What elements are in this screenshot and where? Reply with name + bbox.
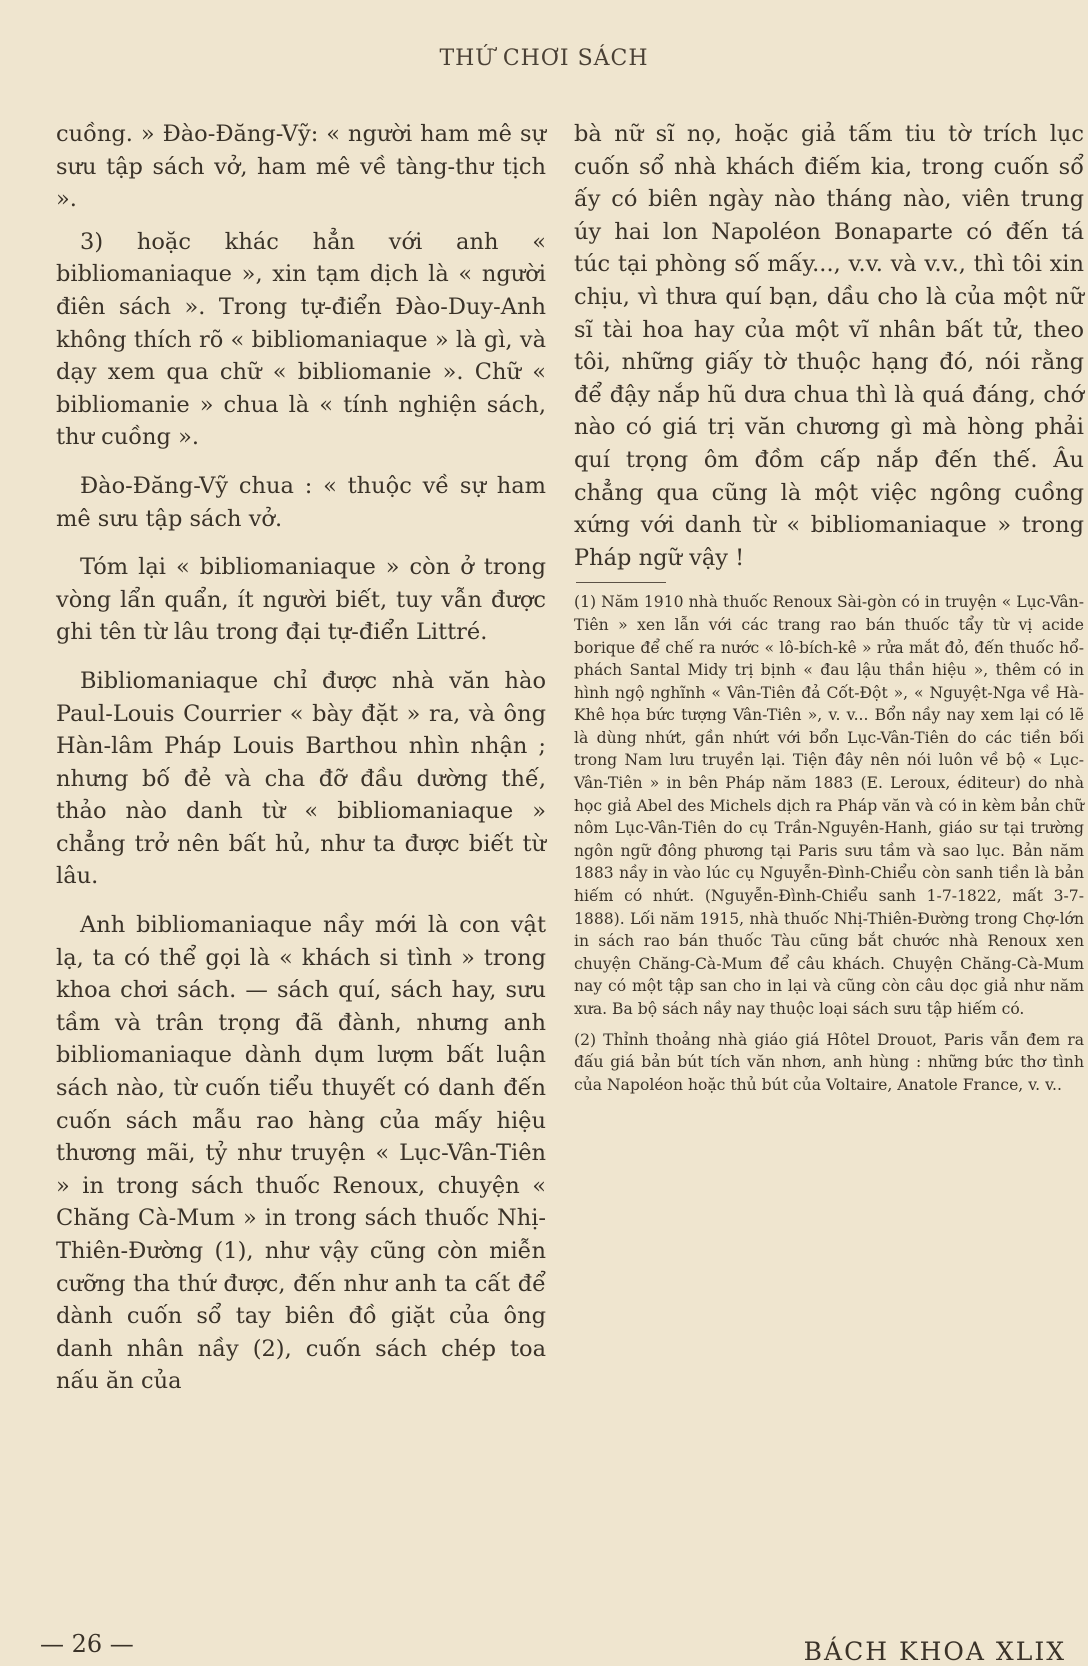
- paragraph: Đào-Đăng-Vỹ chua : « thuộc về sự ham mê sưu tập sách vở.: [56, 472, 546, 532]
- paragraph: cuồng. » Đào-Đăng-Vỹ: « người ham mê sự sưu tập sách vở, ham mê về tàng-thư tịch ».: [56, 121, 546, 213]
- footnote-divider: [576, 582, 666, 583]
- right-column: [574, 118, 1084, 1096]
- footnote: (2) Thỉnh thoảng nhà giáo giá Hôtel Drouot, Paris vẫn đem ra đấu giá bản bút tích văn nhơn, anh hùng : những bức thơ tình của Napoléon hoặc thủ bút của Voltaire, Anatole France, v. v..: [574, 1030, 1084, 1094]
- paragraph: Tóm lại « bibliomaniaque » còn ở trong vòng lẩn quẩn, ít người biết, tuy vẫn được ghi tên từ lâu trong đại tự-điển Littré.: [56, 554, 546, 646]
- left-column: [56, 118, 546, 1398]
- paragraph: bà nữ sĩ nọ, hoặc giả tấm tiu tờ trích lục cuốn sổ nhà khách điếm kia, trong cuốn sổ ấy có biên ngày nào tháng nào, viên trung úy hai lon Napoléon Bonaparte có đến tá túc tại phòng số mấy..., v.v. và v.v., thì tôi xin chịu, vì thưa quí bạn, dầu cho là của một nữ sĩ tài hoa hay của một vĩ nhân bất tử, theo tôi, những giấy tờ thuộc hạng đó, nói rằng để đậy nắp hũ dưa chua thì là quá đáng, chớ nào có giá trị văn chương gì mà hòng phải quí trọng ôm đồm cấp nắp đến thế. Âu chẳng qua cũng là một việc ngông cuồng xứng với danh từ « bibliomaniaque » trong Pháp ngữ vậy !: [574, 121, 1084, 571]
- paragraph: Anh bibliomaniaque nầy mới là con vật lạ, ta có thể gọi là « khách si tình » trong khoa chơi sách. — sách quí, sách hay, sưu tầm và trân trọng đã đành, nhưng anh bibliomaniaque dành dụm lượm bất luận sách nào, từ cuốn tiểu thuyết có danh đến cuốn sách mẫu rao hàng của mấy hiệu thương mãi, tỷ như truyện « Lục-Vân-Tiên » in trong sách thuốc Renoux, chuyện « Chăng Cà-Mum » in trong sách thuốc Nhị-Thiên-Đường (1), như vậy cũng còn miễn cưỡng tha thứ được, đến như anh ta cất để dành cuốn sổ tay biên đồ giặt của ông danh nhân nầy (2), cuốn sách chép toa nấu ăn của: [56, 912, 546, 1395]
- footnote: (1) Năm 1910 nhà thuốc Renoux Sài-gòn có in truyện « Lục-Vân-Tiên » xen lẫn với các trang rao bán thuốc tẩy từ vị acide borique để chế ra nước « lô-bích-kê » rửa mắt đỏ, đến thuốc hổ-phách Santal Midy trị bịnh « đau lậu thần hiệu », thêm có in hình ngộ nghĩnh « Vân-Tiên đả Cốt-Đột », « Nguyệt-Nga về Hà-Khê họa bức tượng Vân-Tiên », v. v... Bổn nầy nay xem lại có lẽ là dùng nhứt, gần nhứt với bổn Lục-Vân-Tiên do các tiền bối trong Nam lưu truyền lại. Tiện đây nên nói luôn về bộ « Lục-Vân-Tiên » in bên Pháp năm 1883 (E. Leroux, éditeur) do nhà học giả Abel des Michels dịch ra Pháp văn và có in kèm bản chữ nôm Lục-Vân-Tiên do cụ Trần-Nguyên-Hanh, giáo sư tại trường ngôn ngữ đông phương tại Paris sưu tầm và sao lục. Bản năm 1883 nầy in vào lúc cụ Nguyễn-Đình-Chiểu còn sanh tiền là bản hiếm có nhứt. (Nguyễn-Đình-Chiểu sanh 1-7-1822, mất 3-7-1888). Lối năm 1915, nhà thuốc Nhị-Thiên-Đường trong Chợ-lớn in sách rao bán thuốc Tàu cũng bắt chước nhà Renoux xen chuyện Chăng-Cà-Mum để câu khách. Chuyện Chăng-Cà-Mum nay có một tập san cho in lại và cũng còn câu dọc giả như năm xưa. Ba bộ sách nầy nay thuộc loại sách sưu tập hiếm có.: [574, 593, 1084, 1018]
- running-header: THỨ CHƠI SÁCH: [439, 46, 649, 71]
- paragraph: 3) hoặc khác hẳn với anh « bibliomaniaque », xin tạm dịch là « người điên sách ». Trong tự-điển Đào-Duy-Anh không thích rõ « bibliomaniaque » là gì, và dạy xem qua chữ « bibliomanie ». Chữ « bibliomanie » chua là « tính nghiện sách, thư cuồng ».: [56, 228, 546, 451]
- page-number: — 26 —: [40, 1630, 134, 1658]
- paragraph: Bibliomaniaque chỉ được nhà văn hào Paul-Louis Courrier « bày đặt » ra, và ông Hàn-lâm Pháp Louis Barthou nhìn nhận ; nhưng bố đẻ và cha đỡ đầu dường thế, thảo nào danh từ « bibliomaniaque » chẳng trở nên bất hủ, như ta được biết từ lâu.: [56, 667, 546, 890]
- journal-name: BÁCH KHOA XLIX: [803, 1637, 1066, 1666]
